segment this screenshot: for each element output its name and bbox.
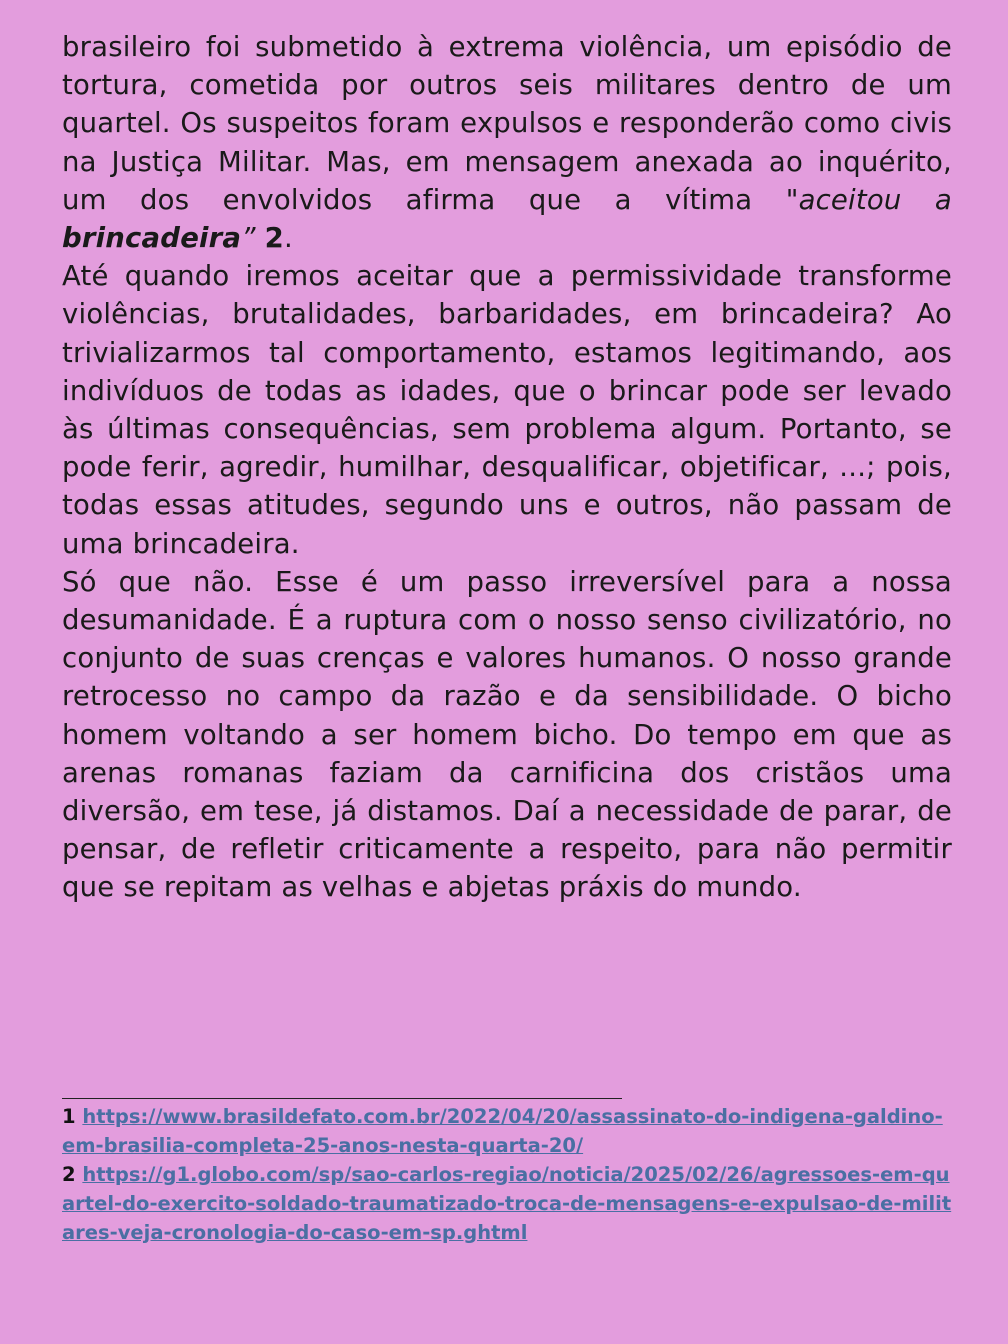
paragraph-1	[62, 28, 952, 257]
footnote-number: 1	[62, 1105, 76, 1128]
paragraph-2: Até quando iremos aceitar que a permissividade transforme violências, brutalidades, barbaridades, em brincadeira? Ao trivializarmos tal comportamento, estamos legitimando, aos indivíduos de todas as idades, que o brincar pode ser levado às últimas consequências, sem problema algum. Portanto, se pode ferir, agredir, humilhar, desqualificar, objetificar, ...; pois, todas essas atitudes, segundo uns e outros, não passam de uma brincadeira.	[62, 260, 952, 560]
footnote-link-2[interactable]: https://g1.globo.com/sp/sao-carlos-regiao/noticia/2025/02/26/agressoes-em-quartel-do-exercito-soldado-traumatizado-troca-de-mensagens-e-expulsao-de-militares-veja-cronologia-do-caso-em-sp.ghtml	[62, 1163, 952, 1244]
paragraph-1-text: brasileiro foi submetido à extrema violência, um episódio de tortura, cometida por outros seis militares dentro de um quartel. Os suspeitos foram expulsos e responderão como civis na Justiça Militar. Mas, em mensagem anexada ao inquérito, um dos envolvidos afirma que a vítima "	[62, 31, 952, 216]
footnote-divider	[62, 1098, 622, 1099]
quote-bold-italic: brincadeira	[62, 222, 242, 255]
footnote-1	[62, 1102, 952, 1160]
quote-italic: aceitou a	[798, 183, 952, 216]
footnote-2	[62, 1160, 952, 1247]
footnote-ref-2[interactable]: 2	[264, 222, 284, 255]
footnote-link-1[interactable]: https://www.brasildefato.com.br/2022/04/20/assassinato-do-indigena-galdino-em-brasilia-completa-25-anos-nesta-quarta-20/	[62, 1105, 943, 1157]
footnotes	[62, 1102, 952, 1247]
paragraph-1-end: .	[283, 222, 293, 255]
article-body	[62, 28, 952, 907]
quote-close: ”	[241, 222, 265, 255]
footnote-number: 2	[62, 1163, 76, 1186]
paragraph-3: Só que não. Esse é um passo irreversível para a nossa desumanidade. É a ruptura com o nosso senso civilizatório, no conjunto de suas crenças e valores humanos. O nosso grande retrocesso no campo da razão e da sensibilidade. O bicho homem voltando a ser homem bicho. Do tempo em que as arenas romanas faziam da carnificina dos cristãos uma diversão, em tese, já distamos. Daí a necessidade de parar, de pensar, de refletir criticamente a respeito, para não permitir que se repitam as velhas e abjetas práxis do mundo.	[62, 565, 952, 904]
